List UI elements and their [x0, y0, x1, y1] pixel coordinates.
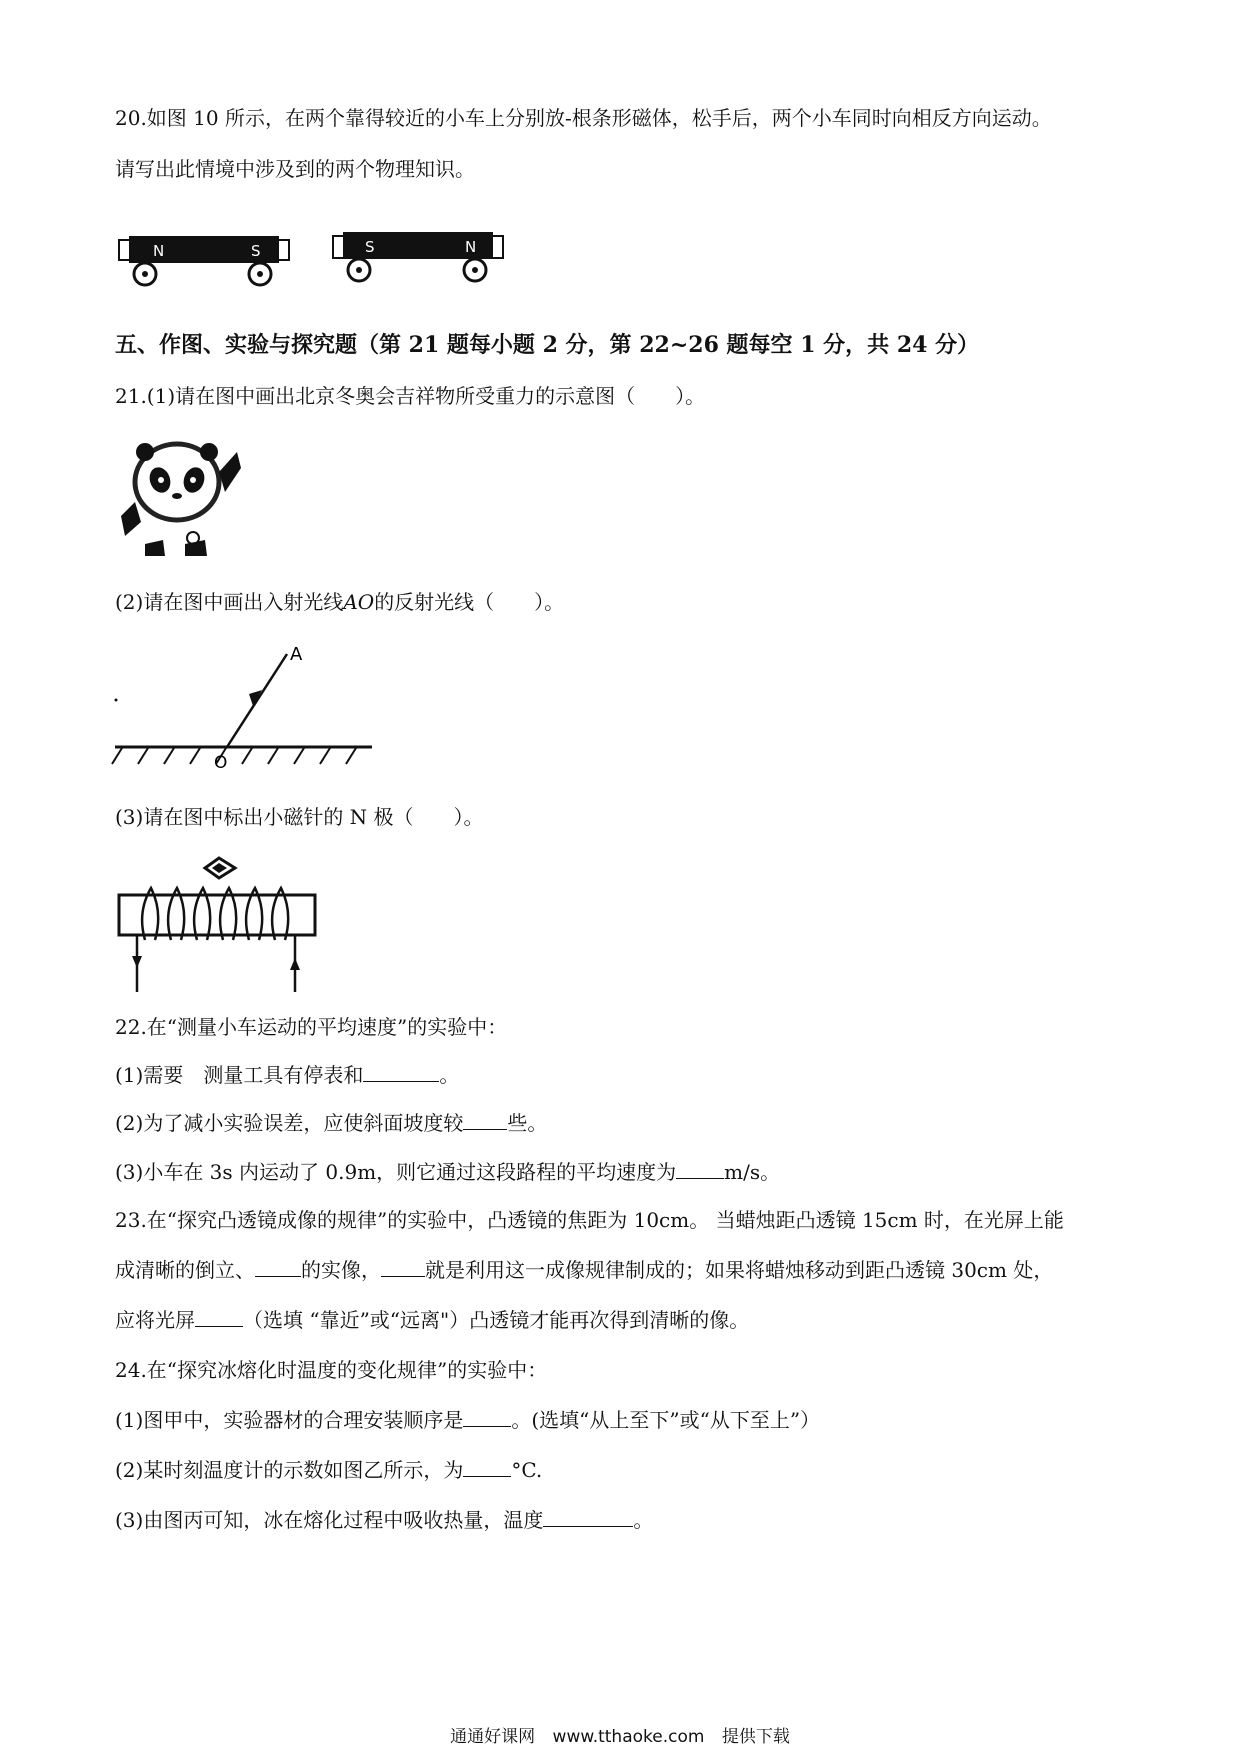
q22-intro: 22.在“测量小车运动的平均速度”的实验中： [115, 1015, 508, 1039]
q22-part3-suffix: m/s。 [724, 1160, 781, 1184]
q22-part2-suffix: 些。 [507, 1111, 548, 1135]
q24-blank3[interactable] [543, 1508, 633, 1527]
q20-line2: 请写出此情境中涉及到的两个物理知识。 [115, 157, 475, 181]
figure-mascot-panda [115, 432, 255, 562]
q24-part3-suffix: 。 [633, 1508, 654, 1532]
page-footer [0, 1722, 1240, 1747]
q24-part1-suffix: 。(选填“从上至下”或“从下至上”） [511, 1408, 821, 1432]
q22-blank2[interactable] [463, 1111, 507, 1130]
q23-line2-c: 就是利用这一成像规律制成的；如果将蜡烛移动到距凸透镜 30cm 处， [425, 1258, 1054, 1282]
q23-blank2[interactable] [381, 1258, 425, 1277]
q24-part2-prefix: (2)某时刻温度计的示数如图乙所示，为 [115, 1458, 464, 1482]
q22-part2 [115, 1111, 547, 1135]
q22-part3-prefix: (3)小车在 3s 内运动了 0.9m，则它通过这段路程的平均速度为 [115, 1160, 677, 1184]
q24-part3 [115, 1508, 653, 1532]
q22-part1-prefix: (1)需要 测量工具有停表和 [115, 1063, 364, 1087]
q22-blank3[interactable] [676, 1160, 724, 1179]
q24-part1 [115, 1408, 820, 1432]
cart-right [333, 232, 503, 281]
label-o: O [214, 753, 228, 770]
q23-blank3[interactable] [195, 1308, 243, 1327]
q22-part2-prefix: (2)为了减小实验误差，应使斜面坡度较 [115, 1111, 464, 1135]
q22-blank1[interactable] [363, 1063, 439, 1082]
q22-part1 [115, 1063, 459, 1087]
footer-url[interactable]: www.tthaoke.com [552, 1727, 705, 1747]
section5-heading: 五、作图、实验与探究题（第 21 题每小题 2 分，第 22~26 题每空 1 分，共 24 分） [115, 332, 980, 358]
q21-part2-var: AO [343, 590, 375, 614]
cart-right-pole-right: N [465, 238, 477, 256]
q24-part1-prefix: (1)图甲中，实验器材的合理安装顺序是 [115, 1408, 464, 1432]
q21-part2-suffix: 的反射光线（ ）。 [374, 590, 565, 614]
q21-part1: 21.(1)请在图中画出北京冬奥会吉祥物所受重力的示意图（ ）。 [115, 384, 706, 408]
footer-note: 提供下载 [721, 1727, 790, 1747]
cart-left-pole-left: N [153, 242, 165, 260]
q23-line3-a: 应将光屏 [115, 1308, 195, 1332]
q23-line2 [115, 1258, 1053, 1282]
label-a: A [290, 644, 303, 665]
figure-magnet-carts [115, 210, 515, 295]
q24-part2-suffix: °C. [511, 1458, 543, 1482]
q24-part3-prefix: (3)由图丙可知，冰在熔化过程中吸收热量，温度 [115, 1508, 544, 1532]
q24-intro: 24.在“探究冰熔化时温度的变化规律”的实验中： [115, 1358, 548, 1382]
q24-blank1[interactable] [463, 1408, 511, 1427]
figure-solenoid [115, 850, 325, 1000]
q21-part2 [115, 590, 564, 614]
q23-blank1[interactable] [255, 1258, 301, 1277]
q23-line2-a: 成清晰的倒立、 [115, 1258, 255, 1282]
cart-right-pole-left: S [365, 238, 375, 256]
q23-line3-b: （选填 “靠近”或“远离"）凸透镜才能再次得到清晰的像。 [243, 1308, 750, 1332]
q23-line2-b: 的实像， [301, 1258, 381, 1282]
q21-part3: (3)请在图中标出小磁针的 N 极（ ）。 [115, 805, 484, 829]
cart-left [119, 236, 289, 285]
cart-left-pole-right: S [251, 242, 261, 260]
q24-part2 [115, 1458, 542, 1482]
q22-part3 [115, 1160, 780, 1184]
q24-blank2[interactable] [463, 1458, 511, 1477]
q23-line1: 23.在“探究凸透镜成像的规律”的实验中，凸透镜的焦距为 10cm。 当蜡烛距凸透镜 15cm 时，在光屏上能 [115, 1208, 1064, 1232]
q23-line3 [115, 1308, 749, 1332]
q22-part1-suffix: 。 [439, 1063, 460, 1087]
figure-reflection [110, 640, 380, 770]
footer-site: 通通好课网 [450, 1727, 536, 1747]
q20-line1: 20.如图 10 所示，在两个靠得较近的小车上分别放-根条形磁体，松手后，两个小车同时向相反方向运动。 [115, 106, 1052, 130]
q21-part2-prefix: (2)请在图中画出入射光线 [115, 590, 344, 614]
